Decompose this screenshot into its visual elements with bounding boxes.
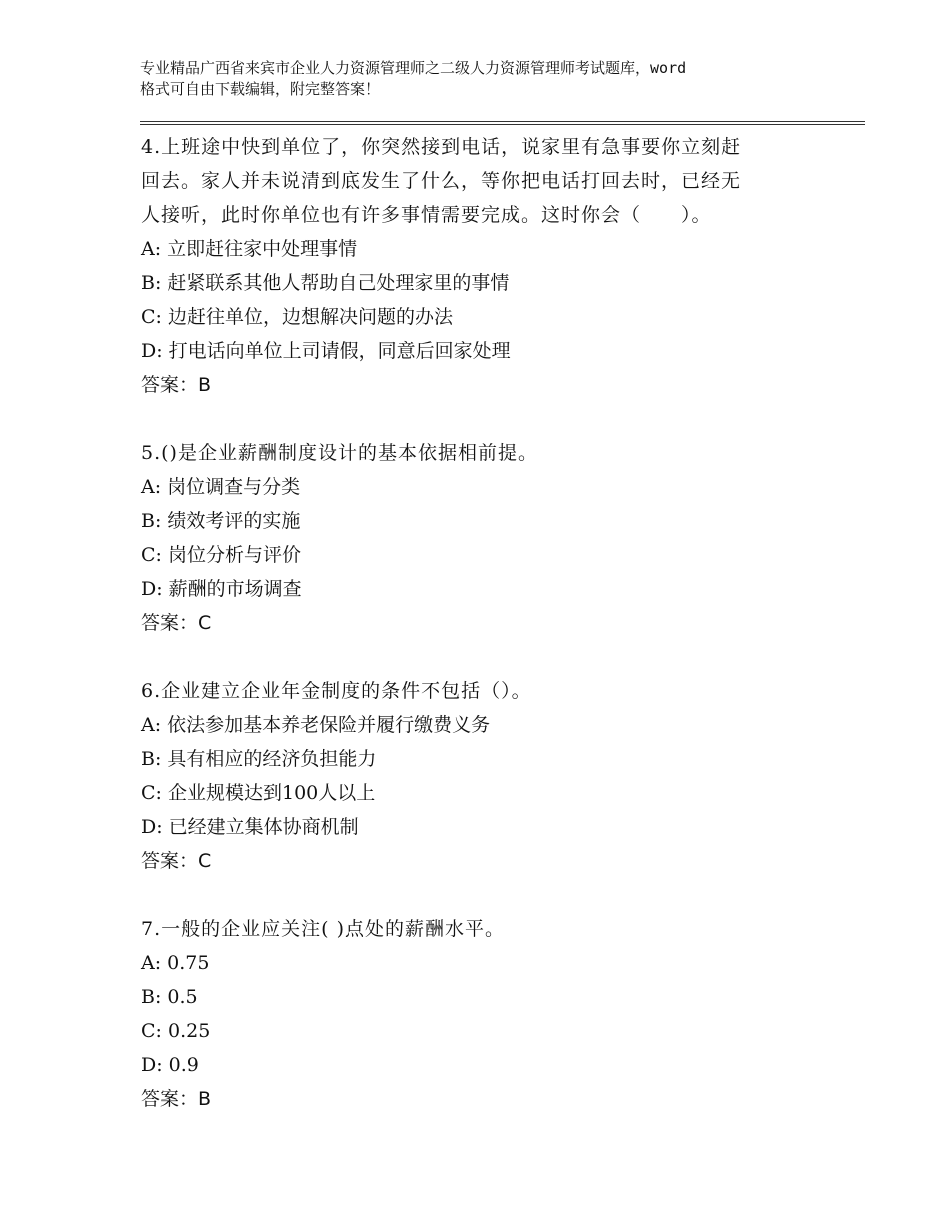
question-stem-line: 人接听，此时你单位也有许多事情需要完成。这时你会（ ）。	[141, 204, 712, 226]
option-c: C: 企业规模达到100人以上	[141, 782, 376, 804]
option-a: A: 0.75	[141, 952, 210, 974]
header-rule-top	[140, 121, 865, 122]
option-d: D: 薪酬的市场调查	[141, 578, 302, 600]
option-a: A: 依法参加基本养老保险并履行缴费义务	[141, 714, 491, 736]
option-b: B: 具有相应的经济负担能力	[141, 748, 377, 770]
answer-label: 答案：C	[141, 850, 212, 872]
option-b: B: 绩效考评的实施	[141, 510, 301, 532]
option-d: D: 已经建立集体协商机制	[141, 816, 359, 838]
option-c: C: 0.25	[141, 1020, 211, 1042]
question-stem-line: 6.企业建立企业年金制度的条件不包括（）。	[141, 680, 532, 702]
question-stem-line: 5.()是企业薪酬制度设计的基本依据相前提。	[141, 442, 538, 464]
question-6	[141, 674, 821, 878]
option-a: A: 立即赶往家中处理事情	[141, 238, 358, 260]
question-stem-line: 4.上班途中快到单位了，你突然接到电话，说家里有急事要你立刻赶	[141, 136, 742, 158]
option-b: B: 赶紧联系其他人帮助自己处理家里的事情	[141, 272, 510, 294]
option-c: C: 岗位分析与评价	[141, 544, 301, 566]
question-7	[141, 912, 821, 1116]
question-stem-line: 回去。家人并未说清到底发生了什么，等你把电话打回去时，已经无	[141, 170, 742, 192]
header-title-line-2: 格式可自由下载编辑，附完整答案！	[140, 80, 381, 98]
answer-label: 答案：B	[141, 1088, 212, 1110]
header-title-line-1: 专业精品广西省来宾市企业人力资源管理师之二级人力资源管理师考试题库，word	[140, 59, 687, 77]
option-d: D: 0.9	[141, 1054, 199, 1076]
option-d: D: 打电话向单位上司请假，同意后回家处理	[141, 340, 511, 362]
question-4	[141, 130, 821, 402]
answer-label: 答案：C	[141, 612, 212, 634]
answer-label: 答案：B	[141, 374, 212, 396]
question-list	[141, 130, 821, 1150]
option-a: A: 岗位调查与分类	[141, 476, 301, 498]
document-header	[140, 58, 840, 100]
option-c: C: 边赶往单位，边想解决问题的办法	[141, 306, 453, 328]
option-b: B: 0.5	[141, 986, 198, 1008]
question-5	[141, 436, 821, 640]
question-stem-line: 7.一般的企业应关注( )点处的薪酬水平。	[141, 918, 505, 940]
header-rule-bottom	[140, 124, 865, 125]
